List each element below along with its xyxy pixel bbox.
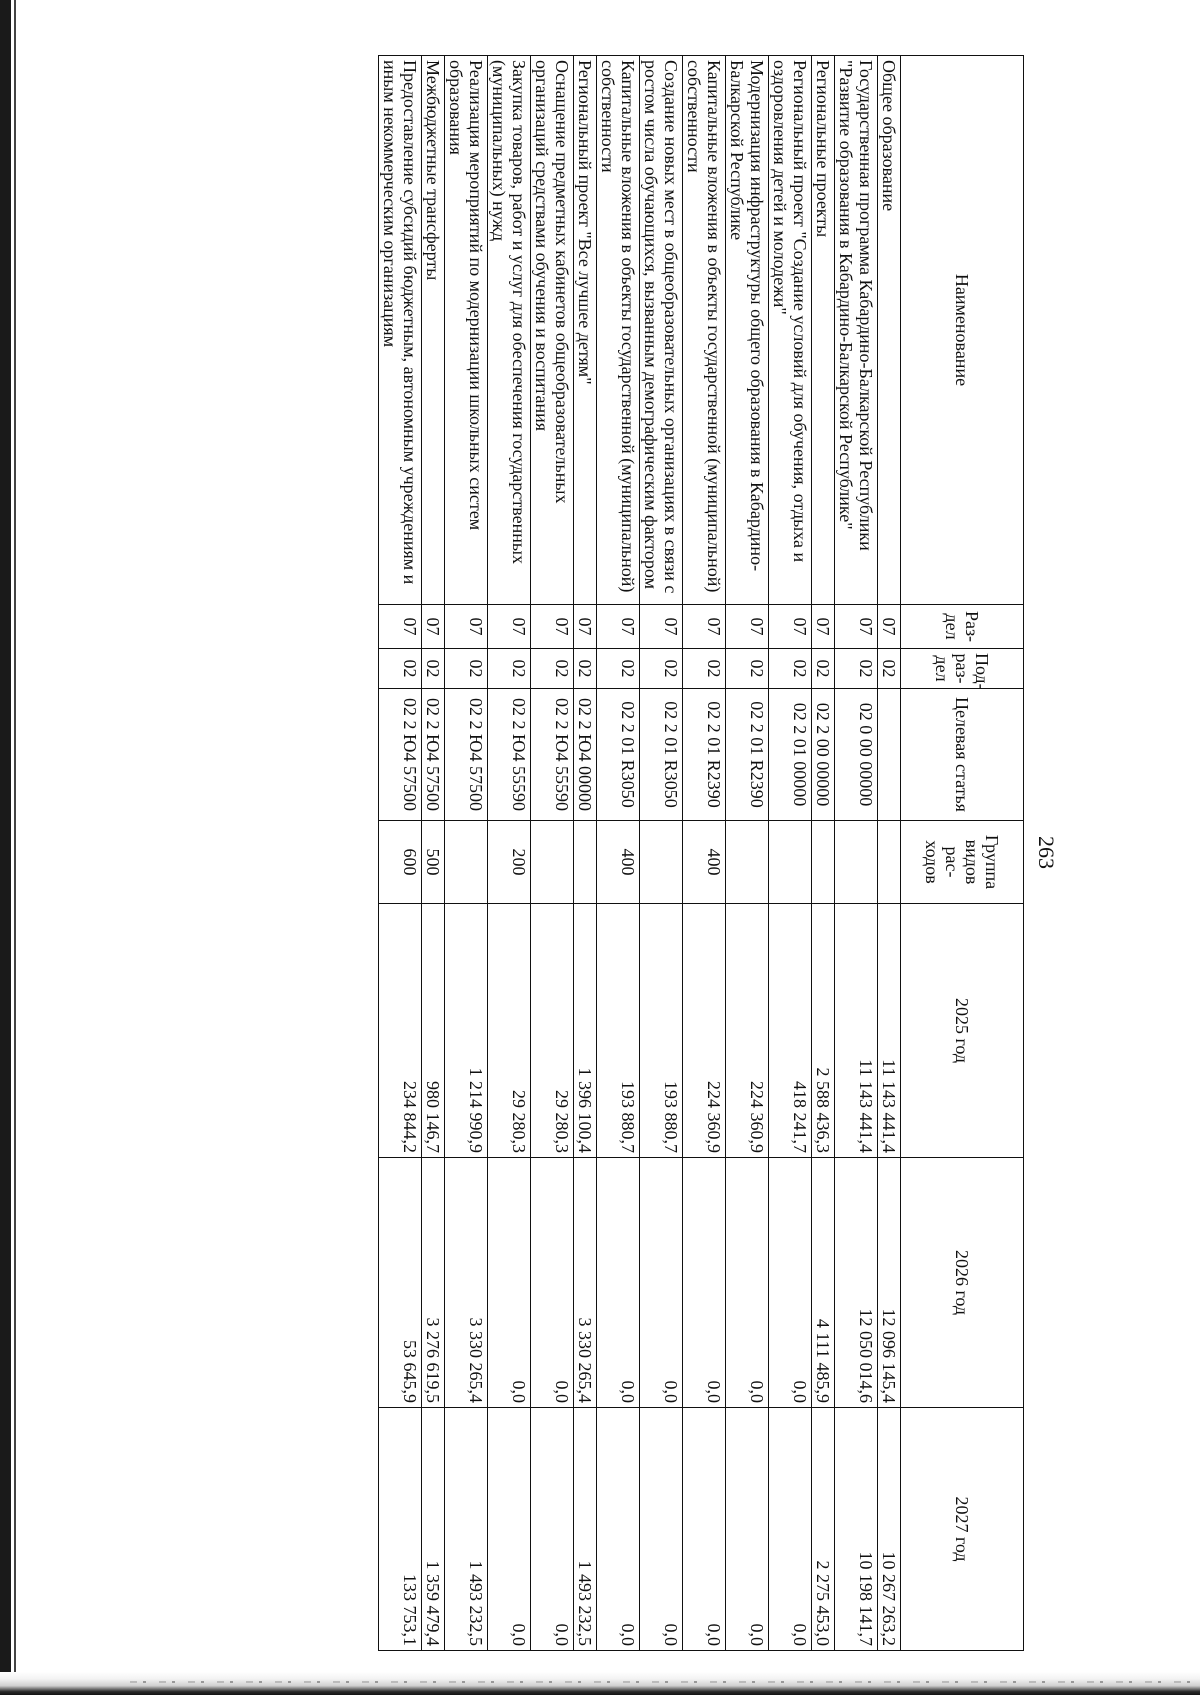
cell-2027: 0,0: [726, 1408, 769, 1651]
header-2026: 2026 год: [901, 1158, 1024, 1408]
cell-celevaya-statya: 02 2 Ю4 57500: [445, 689, 488, 821]
cell-2027: 2 275 453,0: [812, 1408, 835, 1651]
cell-gruppa: [574, 821, 597, 904]
scan-bottom-edge: [0, 1672, 1200, 1695]
cell-podrazdel: 02: [835, 649, 878, 689]
cell-gruppa: [531, 821, 574, 904]
table-row: [445, 56, 488, 1651]
cell-razdel: 07: [379, 605, 422, 649]
cell-2027: 0,0: [640, 1408, 683, 1651]
cell-razdel: 07: [812, 605, 835, 649]
cell-podrazdel: 02: [812, 649, 835, 689]
cell-2027: 0,0: [769, 1408, 812, 1651]
cell-2027: 1 359 479,4: [422, 1408, 445, 1651]
scan-left-edge: [0, 0, 11, 1695]
table-row: [422, 56, 445, 1651]
cell-razdel: 07: [445, 605, 488, 649]
cell-2027: 1 493 232,5: [445, 1408, 488, 1651]
cell-celevaya-statya: 02 2 01 R2390: [683, 689, 726, 821]
cell-name: Предоставление субсидий бюджетным, автономным учреждениям и иным некоммерческим организациям: [379, 56, 422, 605]
cell-2025: 224 360,9: [683, 904, 726, 1158]
cell-2025: 224 360,9: [726, 904, 769, 1158]
cell-2026: 12 096 145,4: [878, 1158, 901, 1408]
cell-name: Региональный проект "Создание условий для обучения, отдыха и оздоровления детей и молодежи": [769, 56, 812, 605]
cell-name: Оснащение предметных кабинетов общеобразовательных организаций средствами обучения и воспитания: [531, 56, 574, 605]
cell-2026: 12 050 014,6: [835, 1158, 878, 1408]
cell-podrazdel: 02: [445, 649, 488, 689]
cell-gruppa: [726, 821, 769, 904]
table-row: [878, 56, 901, 1651]
cell-celevaya-statya: 02 2 00 00000: [812, 689, 835, 821]
cell-2027: 1 493 232,5: [574, 1408, 597, 1651]
cell-razdel: 07: [422, 605, 445, 649]
cell-name: Закупка товаров, работ и услуг для обеспечения государственных (муниципальных) нужд: [488, 56, 531, 605]
cell-2026: 0,0: [640, 1158, 683, 1408]
cell-podrazdel: 02: [574, 649, 597, 689]
cell-name: Региональный проект "Все лучшее детям": [574, 56, 597, 605]
header-gruppa-vidov-rashodov: Группа видов рас-ходов: [901, 821, 1024, 904]
cell-razdel: 07: [531, 605, 574, 649]
cell-gruppa: [835, 821, 878, 904]
cell-celevaya-statya: 02 2 01 R3050: [597, 689, 640, 821]
cell-gruppa: [812, 821, 835, 904]
cell-2026: 4 111 485,9: [812, 1158, 835, 1408]
cell-podrazdel: 02: [531, 649, 574, 689]
cell-2027: 0,0: [531, 1408, 574, 1651]
cell-2026: 0,0: [726, 1158, 769, 1408]
cell-gruppa: [640, 821, 683, 904]
cell-gruppa: 500: [422, 821, 445, 904]
table-row: [488, 56, 531, 1651]
budget-table: [378, 55, 1024, 1651]
table-row: [379, 56, 422, 1651]
cell-celevaya-statya: 02 2 01 R2390: [726, 689, 769, 821]
cell-2026: 0,0: [769, 1158, 812, 1408]
cell-2026: 3 330 265,4: [445, 1158, 488, 1408]
table-row: [835, 56, 878, 1651]
cell-podrazdel: 02: [379, 649, 422, 689]
cell-podrazdel: 02: [878, 649, 901, 689]
cell-2025: 980 146,7: [422, 904, 445, 1158]
cell-celevaya-statya: 02 0 00 00000: [835, 689, 878, 821]
cell-celevaya-statya: 02 2 Ю4 55590: [488, 689, 531, 821]
table-row: [597, 56, 640, 1651]
cell-2026: 0,0: [488, 1158, 531, 1408]
cell-2025: 193 880,7: [640, 904, 683, 1158]
cell-2026: 53 645,9: [379, 1158, 422, 1408]
cell-2027: 0,0: [488, 1408, 531, 1651]
page-number: 263: [1034, 836, 1059, 869]
table-row: [683, 56, 726, 1651]
cell-2025: 11 143 441,4: [878, 904, 901, 1158]
cell-podrazdel: 02: [726, 649, 769, 689]
header-podrazdel: Под-раз-дел: [901, 649, 1024, 689]
cell-celevaya-statya: [878, 689, 901, 821]
cell-2027: 0,0: [597, 1408, 640, 1651]
cell-2025: 193 880,7: [597, 904, 640, 1158]
cell-2025: 418 241,7: [769, 904, 812, 1158]
table-row: [531, 56, 574, 1651]
cell-2025: 1 396 100,4: [574, 904, 597, 1158]
rotated-document-page: [140, 55, 1060, 1650]
cell-2026: 3 330 265,4: [574, 1158, 597, 1408]
cell-razdel: 07: [683, 605, 726, 649]
cell-gruppa: [769, 821, 812, 904]
cell-celevaya-statya: 02 2 01 R3050: [640, 689, 683, 821]
cell-name: Региональные проекты: [812, 56, 835, 605]
header-name: Наименование: [901, 56, 1024, 605]
cell-podrazdel: 02: [597, 649, 640, 689]
cell-2025: 234 844,2: [379, 904, 422, 1158]
cell-name: Капитальные вложения в объекты государственной (муниципальной) собственности: [597, 56, 640, 605]
cell-name: Реализация мероприятий по модернизации школьных систем образования: [445, 56, 488, 605]
cell-gruppa: [445, 821, 488, 904]
cell-celevaya-statya: 02 2 Ю4 57500: [422, 689, 445, 821]
cell-2026: 0,0: [531, 1158, 574, 1408]
cell-celevaya-statya: 02 2 Ю4 00000: [574, 689, 597, 821]
cell-podrazdel: 02: [769, 649, 812, 689]
cell-2025: 29 280,3: [531, 904, 574, 1158]
cell-podrazdel: 02: [488, 649, 531, 689]
cell-razdel: 07: [640, 605, 683, 649]
header-2027: 2027 год: [901, 1408, 1024, 1651]
cell-celevaya-statya: 02 2 01 00000: [769, 689, 812, 821]
cell-name: Государственная программа Кабардино-Балкарской Республики "Развитие образования в Кабардино-Балкарской Республике": [835, 56, 878, 605]
cell-gruppa: 400: [683, 821, 726, 904]
cell-razdel: 07: [726, 605, 769, 649]
cell-2027: 10 267 263,2: [878, 1408, 901, 1651]
cell-2025: 29 280,3: [488, 904, 531, 1158]
header-celevaya-statya: Целевая статья: [901, 689, 1024, 821]
cell-name: Общее образование: [878, 56, 901, 605]
header-razdel: Раз-дел: [901, 605, 1024, 649]
cell-2027: 10 198 141,7: [835, 1408, 878, 1651]
cell-2026: 0,0: [683, 1158, 726, 1408]
header-2025: 2025 год: [901, 904, 1024, 1158]
table-row: [574, 56, 597, 1651]
table-row: [726, 56, 769, 1651]
cell-2027: 0,0: [683, 1408, 726, 1651]
scan-bottom-noise: [130, 1681, 1190, 1683]
cell-razdel: 07: [597, 605, 640, 649]
cell-name: Создание новых мест в общеобразовательных организациях в связи с ростом числа обучающихся, вызванным демографическим фактором: [640, 56, 683, 605]
cell-razdel: 07: [574, 605, 597, 649]
cell-2025: 11 143 441,4: [835, 904, 878, 1158]
cell-gruppa: 400: [597, 821, 640, 904]
table-row: [769, 56, 812, 1651]
cell-podrazdel: 02: [640, 649, 683, 689]
cell-gruppa: 600: [379, 821, 422, 904]
cell-2026: 0,0: [597, 1158, 640, 1408]
table-row: [812, 56, 835, 1651]
cell-podrazdel: 02: [683, 649, 726, 689]
cell-2025: 2 588 436,3: [812, 904, 835, 1158]
cell-2025: 1 214 990,9: [445, 904, 488, 1158]
cell-name: Модернизация инфраструктуры общего образования в Кабардино-Балкарской Республике: [726, 56, 769, 605]
cell-2026: 3 276 619,5: [422, 1158, 445, 1408]
cell-podrazdel: 02: [422, 649, 445, 689]
cell-name: Капитальные вложения в объекты государственной (муниципальной) собственности: [683, 56, 726, 605]
scan-left-edge-line: [14, 0, 16, 1695]
table-row: [640, 56, 683, 1651]
table-header-row: [901, 56, 1024, 1651]
cell-razdel: 07: [835, 605, 878, 649]
cell-gruppa: [878, 821, 901, 904]
cell-celevaya-statya: 02 2 Ю4 57500: [379, 689, 422, 821]
cell-name: Межбюджетные трансферты: [422, 56, 445, 605]
cell-celevaya-statya: 02 2 Ю4 55590: [531, 689, 574, 821]
cell-gruppa: 200: [488, 821, 531, 904]
cell-razdel: 07: [488, 605, 531, 649]
cell-2027: 133 753,1: [379, 1408, 422, 1651]
cell-razdel: 07: [769, 605, 812, 649]
cell-razdel: 07: [878, 605, 901, 649]
